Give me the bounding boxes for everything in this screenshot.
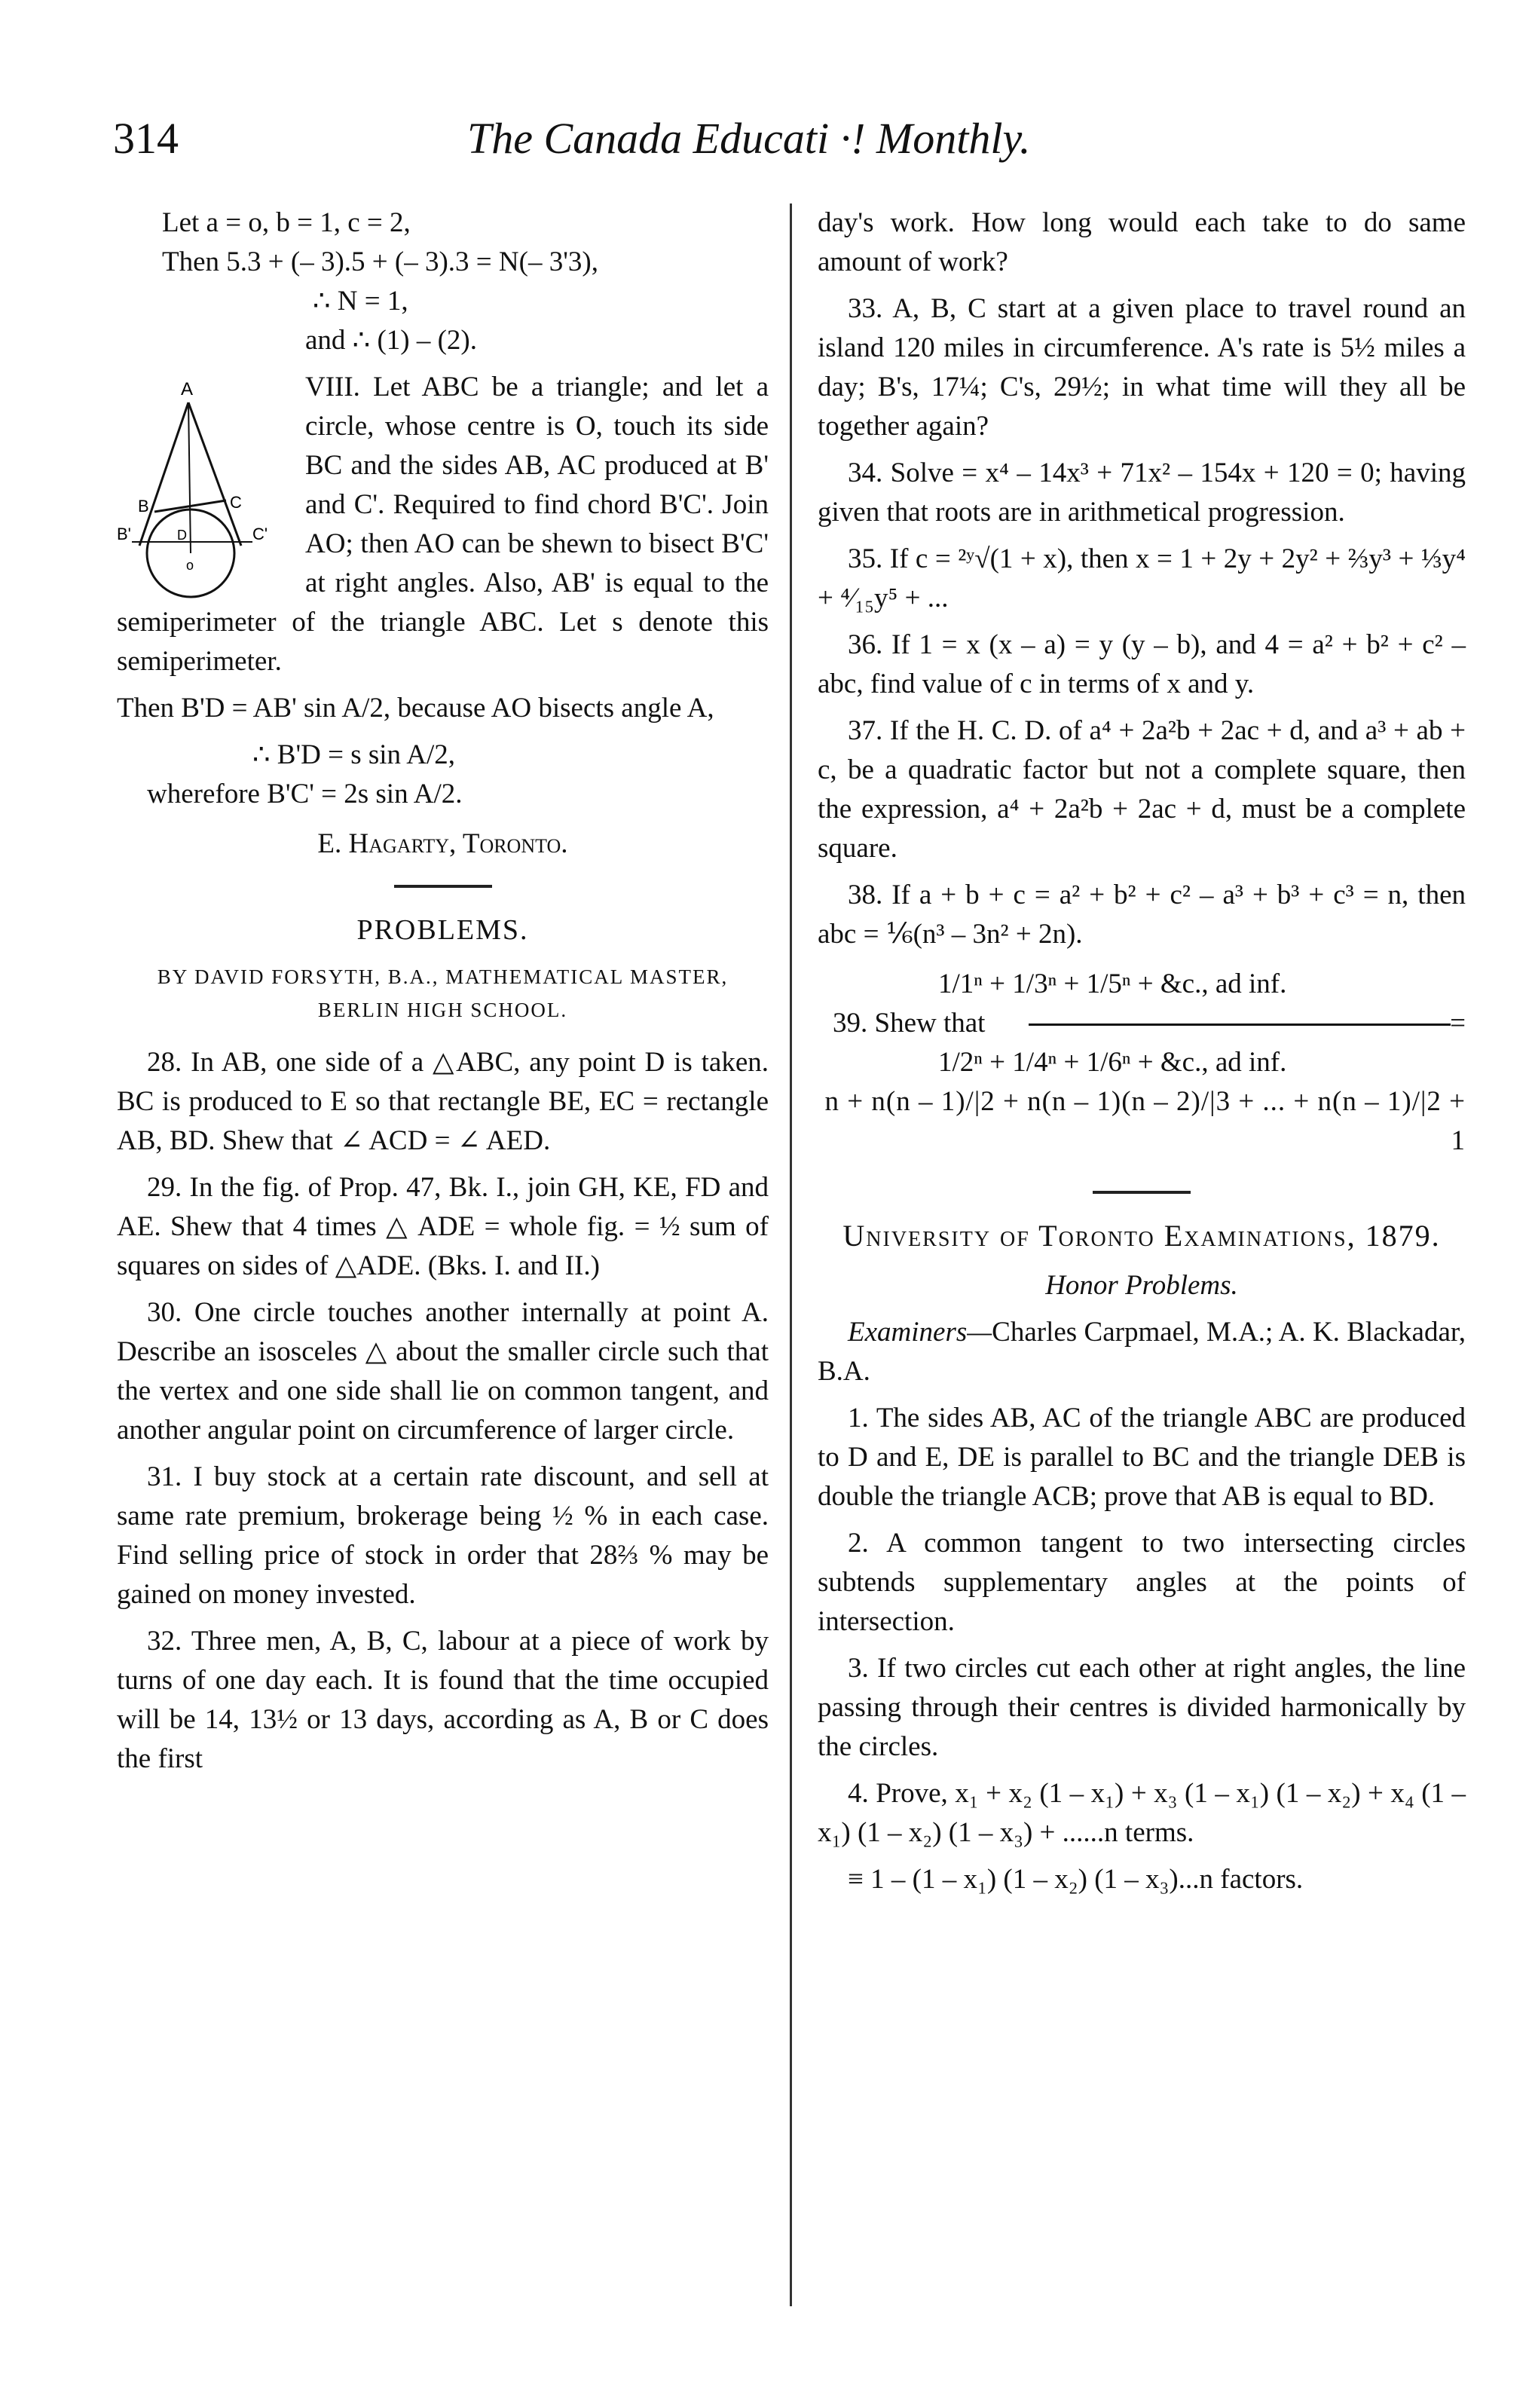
question-4-result: ≡ 1 – (1 – x₁) (1 – x₂) (1 – x₃)...n factors. [848, 1864, 1304, 1895]
section-rule [1093, 1191, 1191, 1194]
question-3: 3. If two circles cut each other at right angles, the line passing through their centres is divided harmonically by the circles. [818, 1653, 1466, 1762]
p39-label: 39. Shew that [833, 1008, 986, 1039]
university-heading: University of Toronto Examinations, 1879. [842, 1219, 1441, 1253]
text-line: and ∴ (1) – (2). [305, 325, 477, 356]
text-line: Let a = o, b = 1, c = 2, [162, 207, 411, 238]
fraction-bar [1029, 1023, 1451, 1026]
column-divider [790, 203, 792, 2306]
problem-30: 30. One circle touches another internally at point A. Describe an isosceles △ about the smaller circle such that the vertex and one side shall lie on common tangent, and another angular point on circumference of larger circle. [117, 1297, 769, 1446]
left-column [117, 203, 769, 1786]
problem-33: 33. A, B, C start at a given place to travel round an island 120 miles in circumference. A's rate is 5½ miles a day; B's, 17¼; C's, 29½; in what time will they all be together again? [818, 293, 1466, 442]
byline: BY DAVID FORSYTH, B.A., MATHEMATICAL MASTER, BERLIN HIGH SCHOOL. [157, 965, 729, 1021]
section-rule [394, 885, 492, 888]
problem-35: 35. If c = ²ʸ√(1 + x), then x = 1 + 2y + 2y² + ⅔y³ + ⅓y⁴ + ⁴⁄₁₅y⁵ + ... [818, 543, 1466, 613]
fig-label: D [177, 528, 187, 543]
text-line: ∴ N = 1, [313, 286, 408, 317]
wherefore-line: wherefore B'C' = 2s sin A/2. [147, 779, 463, 809]
examiners-names: Charles Carpmael, M.A.; A. K. Blackadar, B.A. [818, 1317, 1466, 1387]
honor-subheading: Honor Problems. [1045, 1270, 1238, 1301]
fig-label: B [138, 497, 149, 516]
problem-29: 29. In the fig. of Prop. 47, Bk. I., join GH, KE, FD and AE. Shew that 4 times △ ADE = whole fig. = ½ sum of squares on sides of △ADE. (Bks. I. and II.) [117, 1172, 769, 1281]
problem-34: 34. Solve = x⁴ – 14x³ + 71x² – 154x + 120 = 0; having given that roots are in arithmetical progression. [818, 457, 1466, 528]
examiners-line [818, 1313, 1466, 1391]
problem-39: 1/1ⁿ + 1/3ⁿ + 1/5ⁿ + &c., ad inf. 39. Shew that = 1/2ⁿ + 1/4ⁿ + 1/6ⁿ + &c., ad inf. n + n(n – 1)/|2 + n(n – 1)(n – 2)/|3 + ... + n(n – 1)/|2 + 1 [818, 965, 1466, 1161]
problem-36: 36. If 1 = x (x – a) = y (y – b), and 4 = a² + b² + c² – abc, find value of c in terms of x and y. [818, 629, 1466, 699]
therefore-line: ∴ B'D = s sin A/2, [252, 739, 456, 770]
problem-31: 31. I buy stock at a certain rate discount, and sell at same rate premium, brokerage being ½ % in each case. Find selling price of stock in order that 28⅔ % may be gained on money invested. [117, 1461, 769, 1610]
text-line: Then 5.3 + (– 3).5 + (– 3).3 = N(– 3'3), [162, 246, 598, 277]
problem-37: 37. If the H. C. D. of a⁴ + 2a²b + 2ac + d, and a³ + ab + c, be a quadratic factor but not a complete square, then the expression, a⁴ + 2a²b + 2ac + d, must be a complete square. [818, 715, 1466, 864]
problem-38: 38. If a + b + c = a² + b² + c² – a³ + b³ + c³ = n, then abc = ⅙(n³ – 3n² + 2n). [818, 880, 1466, 950]
fig-label: C [230, 493, 242, 512]
problem-32-continued: day's work. How long would each take to do same amount of work? [818, 207, 1466, 277]
right-column [818, 203, 1466, 1907]
problem-28: 28. In AB, one side of a △ABC, any point D is taken. BC is produced to E so that rectangle BE, EC = rectangle AB, BD. Shew that ∠ ACD = ∠ AED. [117, 1047, 769, 1156]
triangle-circle-figure [117, 372, 290, 598]
fig-label: o [186, 558, 194, 573]
question-2: 2. A common tangent to two intersecting circles subtends supplementary angles at the points of intersection. [818, 1528, 1466, 1637]
p39-denominator: 1/2ⁿ + 1/4ⁿ + 1/6ⁿ + &c., ad inf. [938, 1047, 1287, 1078]
question-4: 4. Prove, x₁ + x₂ (1 – x₁) + x₃ (1 – x₁) (1 – x₂) + x₄ (1 – x₁) (1 – x₂) (1 – x₃) + ......n terms. [818, 1778, 1466, 1848]
p39-rhs: n + n(n – 1)/|2 + n(n – 1)(n – 2)/|3 + ... + n(n – 1)/|2 + 1 [824, 1086, 1466, 1156]
problem-32: 32. Three men, A, B, C, labour at a piece of work by turns of one day each. It is found that the time occupied will be 14, 13½ or 13 days, according as A, B or C does the first [117, 1626, 769, 1774]
then-line: Then B'D = AB' sin A/2, because AO bisects angle A, [117, 693, 714, 724]
running-title: The Canada Educati ·! Monthly. [467, 114, 1031, 163]
section-viii: VIII. Let ABC be a triangle; and let a circle, whose centre is O, touch its side BC and the sides AB, AC produced at B' and C'. Required to find chord B'C'. Join AO; then AO can be shewn to bisect B'C' at right angles. Also, AB' is equal to the semiperimeter of the triangle ABC. Let s denote this semiperimeter. [117, 372, 769, 677]
page-number: 314 [113, 114, 179, 163]
examiners-label: Examiners— [848, 1317, 992, 1348]
fig-label: A [181, 379, 194, 399]
page-header [113, 113, 1439, 173]
question-1: 1. The sides AB, AC of the triangle ABC are produced to D and E, DE is parallel to BC and the triangle DEB is double the triangle ACB; prove that AB is equal to BD. [818, 1403, 1466, 1512]
signature: E. Hagarty, Toronto. [317, 828, 568, 859]
problems-heading: PROBLEMS. [356, 914, 529, 946]
p39-numerator: 1/1ⁿ + 1/3ⁿ + 1/5ⁿ + &c., ad inf. [938, 968, 1287, 999]
fig-label: B' [117, 525, 131, 543]
fig-label: C' [252, 525, 268, 543]
